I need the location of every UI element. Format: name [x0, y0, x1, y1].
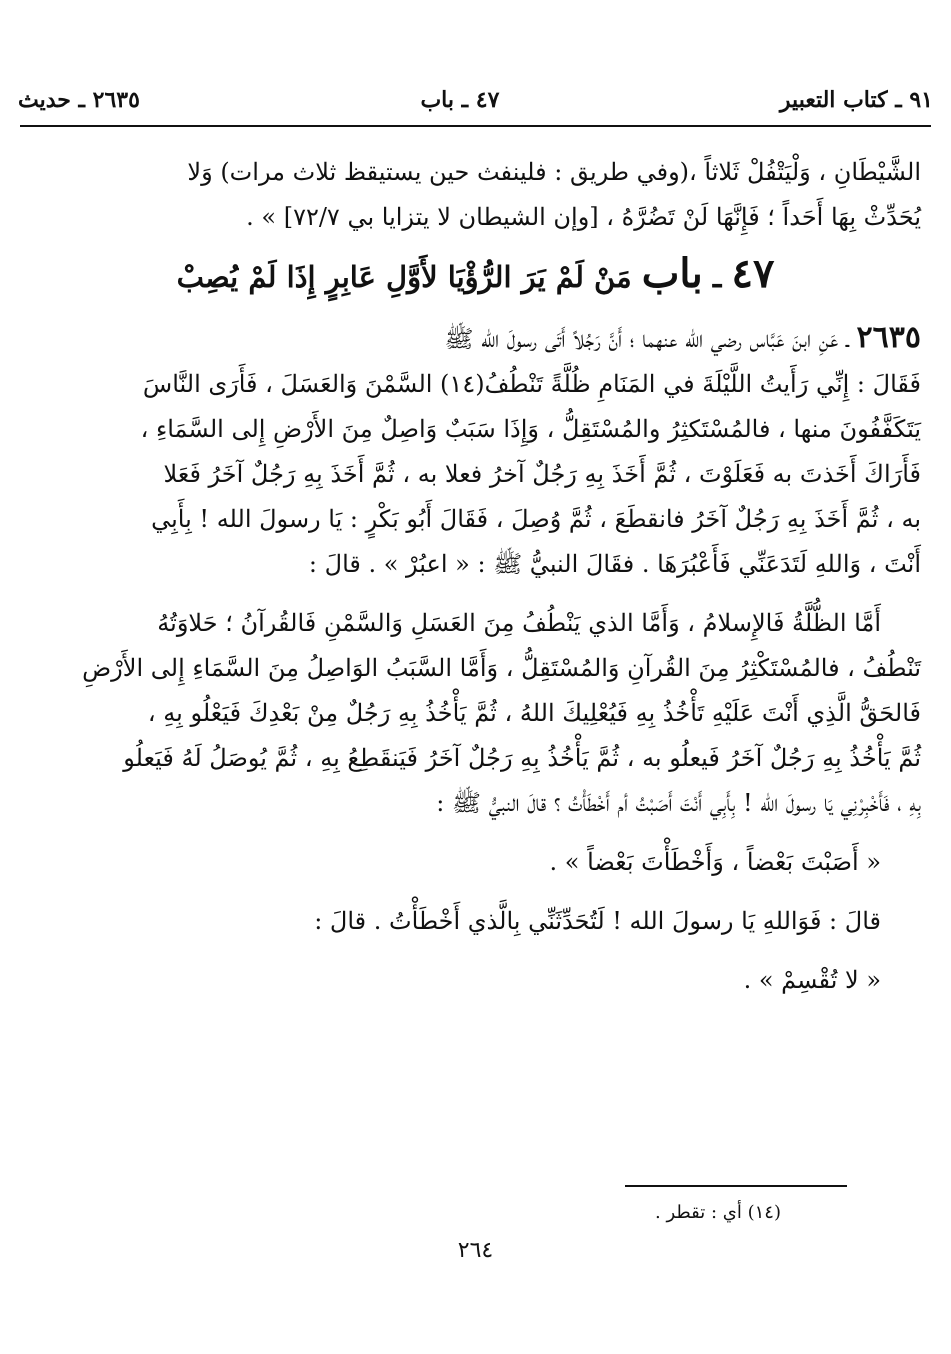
footnote: (١٤) أي : تقطر . [655, 1202, 781, 1223]
interpretation-line: تَنْطُفُ ، فالمُسْتَكْثِرُ مِنَ القُرآنِ وَالمُسْتَقِلُّ ، وَأَمَّا السَّبَبُ الوَاصِلُ مِنَ السَّمَاءِ إِلى الأَرْضِ [82, 654, 921, 682]
page-body [30, 150, 921, 1003]
header-book-title: ٩١ ـ كتاب التعبير [779, 87, 933, 113]
interpretation-line: بِهِ ، فَأَخْبِرْنِي يَا رسولَ الله ! بِأَبِي أَنْتَ أَصَبْتُ أم أَخْطَأْتُ ؟ قالَ النبيُّ ﷺ : [436, 789, 921, 817]
hadith-line [30, 315, 921, 362]
answer-line: « أَصَبْتَ بَعْضاً ، وَأَخْطَأْتَ بَعْضاً » . [549, 848, 881, 876]
intro-line: يُحَدِّثْ بِهَا أَحَداً ؛ فَإِنَّهَا لَنْ تَضُرَّهُ ، [وإن الشيطان لا يتزايا بي ٧٢/٧] » . [246, 203, 921, 231]
interpretation-line: ثُمَّ يَأْخُذُ بِهِ رَجُلٌ آخَرُ فَيعلُو به ، ثُمَّ يَأْخُذُ بِهِ رَجُلٌ آخَرُ فَيَنقَطِعُ بِهِ ، ثُمَّ يُوصَلُ لَهُ فَيَعلُو [123, 744, 921, 772]
chapter-title: مَنْ لَمْ يَرَ الرُّؤْيَا لأَوَّلِ عَابِرٍ إِذَا لَمْ يُصِبْ [176, 260, 632, 294]
chapter-word: باب [641, 250, 703, 297]
paragraph-gap [30, 944, 921, 958]
page-number: ٢٦٤ [457, 1238, 494, 1263]
hadith-line: أَنْتَ ، وَاللهِ لَتَدَعَنِّي فَأَعْبُرَهَا . فقَالَ النبيُّ ﷺ : « اعبُرْ » . قالَ : [308, 550, 921, 578]
answer-line: « لا تُقْسِمْ » . [743, 966, 881, 994]
paragraph-gap [30, 587, 921, 601]
hadith-line: يَتَكَفَّفُونَ منها ، فالمُسْتَكثِرُ والمُسْتَقِلُّ ، وَإِذَا سَبَبٌ وَاصِلٌ مِنَ الأَرْضِ إِلى السَّمَاءِ ، [140, 415, 921, 443]
interpretation-line: فَالحَقُّ الَّذِي أَنْتَ عَلَيْهِ تَأْخُذُ بِهِ فَيُعْلِيكَ اللهُ ، ثُمَّ يَأْخُذُ بِهِ رَجُلٌ مِنْ بَعْدِكَ فَيَعْلُو بِهِ ، [147, 699, 921, 727]
answer-line: قالَ : فَوَاللهِ يَا رسولَ الله ! لَتُحَدِّثَنِّي بِالَّذي أَخْطَأْتُ . قالَ : [314, 907, 881, 935]
hadith-text: ـ عَنِ ابنَ عَبَّاس رضي الله عنهما ؛ أَنَّ رَجُلاً أَتَى رسولَ الله ﷺ [444, 325, 849, 353]
paragraph-gap [30, 826, 921, 840]
paragraph-gap [30, 885, 921, 899]
running-header [18, 82, 933, 118]
footnote-rule [625, 1185, 847, 1187]
header-hadith-number: ٢٦٣٥ ـ حديث [18, 87, 140, 113]
hadith-line: فَأَرَاكَ أَخَذتَ به فَعَلَوْتَ ، ثُمَّ أَخَذَ بِهِ رَجُلٌ آخرُ فعلا به ، ثُمَّ أَخَذَ بِهِ رَجُلٌ آخَرُ فَعَلا [163, 460, 921, 488]
chapter-heading [30, 252, 921, 299]
hadith-line: به ، ثُمَّ أَخَذَ بِهِ رَجُلٌ آخَرُ فانقطَعَ ، ثُمَّ وُصِلَ ، فَقَالَ أَبُو بَكْرٍ : يَا رسولَ الله ! بِأَبِي [151, 505, 921, 533]
chapter-number: ٤٧ [731, 250, 775, 297]
header-chapter: ٤٧ ـ باب [420, 87, 500, 113]
hadith-number: ٢٦٣٥ [856, 320, 921, 355]
interpretation-line: أَمَّا الظُّلَّةُ فَالإِسلامُ ، وَأَمَّا الذي يَنْطُفُ مِنَ العَسَلِ وَالسَّمْنِ فَالقُرآنُ ؛ حَلاوَتُهُ [157, 609, 881, 637]
hadith-line: فَقَالَ : إِنِّي رَأَيتُ اللَّيْلَةَ في المَنَامِ ظُلَّةً تَنْطُفُ(١٤) السَّمْنَ وَالعَسَلَ ، فَأَرَى النَّاسَ [142, 370, 921, 398]
chapter-dash: ـ [712, 260, 722, 294]
header-rule [20, 125, 931, 127]
intro-line: الشَّيْطَانِ ، وَلْيَتْفُلْ ثَلاثاً ،(وفي طريق : فلينفث حين يستيقظ ثلاث مرات) وَلا [187, 158, 921, 186]
